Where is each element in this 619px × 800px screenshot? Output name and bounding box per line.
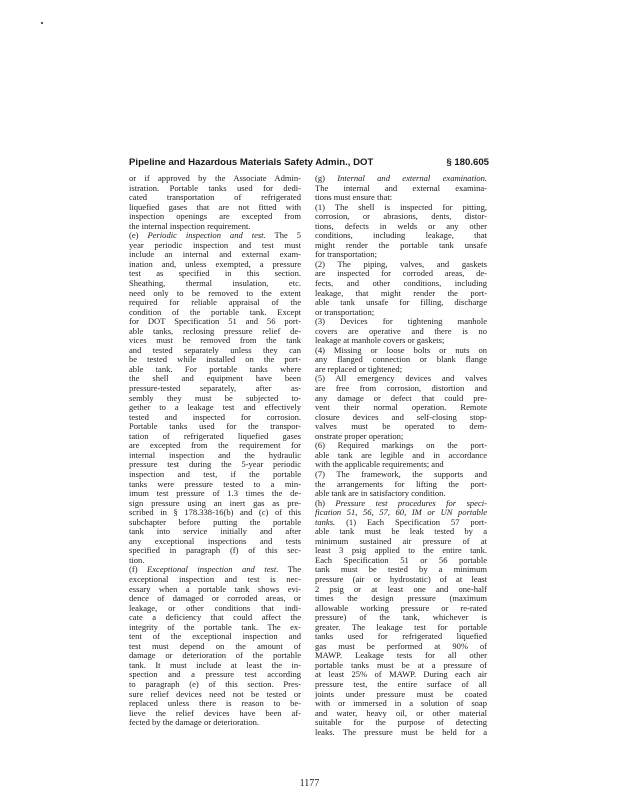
text-line: pressure test during the 5-year periodic [129,460,301,470]
text-line: with the applicable requirements; and [315,460,444,470]
text-line: suitable for the purpose of detecting [315,718,487,728]
text-line: able tank unsafe for filling, discharge [315,298,487,308]
text-line: lieve the relief devices have been af- [129,708,301,718]
text-line: pressure-tested separately, after as- [129,384,301,394]
text-line: covers are operative and there is no [315,326,487,336]
text-line: tions, defects in welds or any other [315,221,487,231]
text-line: be tested while installed on the port- [129,355,301,365]
text-line: tank must be tested by a minimum [315,565,487,575]
text-line: greater. The leakage test for portable [315,622,487,632]
text-line: are excepted from the requirement for [129,441,301,451]
text-line: able tank must be leak tested by a [315,527,487,537]
text-line: 2 psig or at least one and one-half [315,584,487,594]
scan-speck [41,22,43,24]
text-line: year periodic inspection and test must [129,240,301,250]
text-line: test must depend on the amount of [129,641,301,651]
text-line: test as specified in this section. [129,269,301,279]
text-line: (7) The framework, the supports and [315,469,487,479]
text-line: the internal inspection requirement. [129,221,251,231]
text-line: leakage at manhole covers or gaskets; [315,336,445,346]
text-line: spection and a pressure test according [129,670,301,680]
text-line: (4) Missing or loose bolts or nuts on [315,345,487,355]
running-header [129,157,489,171]
text-line: The internal and external examina- [315,183,487,193]
page-number: 1177 [299,778,320,789]
text-line: (5) All emergency devices and valves [315,374,487,384]
text-line: tion. [129,555,145,565]
text-line: are free from corrosion, distortion and [315,384,487,394]
text-line: leakage, or other conditions that indi- [129,603,301,613]
header-section-number: § 180.605 [446,157,489,168]
text-line: replaced unless there is reason to be- [129,699,301,709]
text-line: damage or deterioration of the portable [129,651,301,661]
left-text-column [129,174,301,764]
text-line: pressure (air or hydrostatic) of at least [315,574,487,584]
text-line: tank. It must include at least the in- [129,660,301,670]
text-line: gether to a leakage test and effectively [129,403,301,413]
text-line: tions must ensure that: [315,193,393,203]
text-line: MAWP. Leakage tests for all other [315,651,487,661]
text-line: Portable tanks used for the transpor- [129,422,301,432]
text-line: (6) Required markings on the port- [315,441,487,451]
text-line: tent of the exceptional inspection and [129,632,301,642]
text-line: leakage, that might render the port- [315,288,487,298]
text-line: (3) Devices for tightening manhole [315,317,487,327]
text-line: to paragraph (e) of this section. Pres- [129,679,301,689]
right-text-column [315,174,487,764]
text-line: for DOT Specification 51 and 56 port- [129,317,301,327]
text-line: pressure) of the tank, whichever is [315,613,487,623]
text-line: tanks. (1) Each Specification 57 port- [315,517,487,527]
text-line: onstrate proper operation; [315,431,404,441]
text-line: and tested separately unless they can [129,345,301,355]
text-line: allowable working pressure or re-rated [315,603,487,613]
text-line: corrosion, or abrasions, dents, distor- [315,212,487,222]
text-line: essary when a portable tank shows evi- [129,584,301,594]
text-line: cate a deficiency that could affect the [129,613,301,623]
text-line: istration. Portable tanks used for dedi- [129,183,301,193]
text-line: tation of refrigerated liquefied gases [129,431,301,441]
text-line: valves must be operated to dem- [315,422,487,432]
text-line: integrity of the portable tank. The ex- [129,622,301,632]
text-line: fication 51, 56, 57, 60, IM or UN portable [315,508,487,518]
text-line: and water, heavy oil, or other material [315,708,487,718]
text-line: able tank are legible and in accordance [315,450,487,460]
text-line: subchapter before putting the portable [129,517,301,527]
text-line: include an internal and external exam- [129,250,301,260]
text-line: (2) The piping, valves, and gaskets [315,259,487,269]
text-line: dence of damaged or corroded areas, or [129,594,301,604]
text-line: vent their normal operation. Remote [315,403,487,413]
text-line: imum test pressure of 1.3 times the de- [129,489,301,499]
text-line: vices must be removed from the tank [129,336,301,346]
text-line: any flanged connection or blank flange [315,355,487,365]
text-line: any damage or defect that could pre- [315,393,487,403]
text-line: (1) The shell is inspected for pitting, [315,202,487,212]
text-line: (g) Internal and external examination. [315,174,487,183]
text-line: sign pressure using an inert gas as pre- [129,498,301,508]
text-line: required for reliable appraisal of the [129,298,301,308]
text-line: internal inspection and the hydraulic [129,450,301,460]
text-line: specified in paragraph (f) of this sec- [129,546,301,556]
text-line: tested and inspected for corrosion. [129,412,301,422]
text-line: pressure test, the entire surface of all [315,679,487,689]
text-line: condition of the portable tank. Except [129,307,301,317]
text-line: sure relief devices need not be tested or [129,689,301,699]
text-line: joints under pressure must be coated [315,689,487,699]
text-line: Sheathing, thermal insulation, etc. [129,279,301,289]
text-line: or transportation; [315,307,375,317]
text-line: minimum sustained air pressure of at [315,536,487,546]
text-line: Each Specification 51 or 56 portable [315,555,487,565]
text-line: gas must be performed at 90% of [315,641,487,651]
text-line: need only to be removed to the extent [129,288,301,298]
text-line: fected by the damage or deterioration. [129,718,260,728]
text-line: exceptional inspection and test is nec- [129,574,301,584]
text-line: leaks. The pressure must be held for a [315,727,487,737]
text-line: for transportation; [315,250,377,260]
text-line: sembly they must be subjected to- [129,393,301,403]
text-line: times the design pressure (maximum [315,594,487,604]
text-line: (f) Exceptional inspection and test. The [129,565,301,575]
text-line: inspection openings are excepted from [129,212,301,222]
text-line: liquefied gases that are not fitted with [129,202,301,212]
text-line: cated transportation of refrigerated [129,193,301,203]
text-line: able tank are in satisfactory condition. [315,489,446,499]
text-line: ination and, unless exempted, a pressure [129,259,301,269]
text-line: portable tanks must be at a pressure of [315,660,487,670]
text-line: inspection and test, if the portable [129,469,301,479]
text-line: fects, and other conditions, including [315,279,487,289]
text-line: are replaced or tightened; [315,364,403,374]
text-line: the shell and equipment have been [129,374,301,384]
text-line: tanks used for refrigerated liquefied [315,632,487,642]
text-line: (e) Periodic inspection and test. The 5 [129,231,301,241]
text-line: any exceptional inspections and tests [129,536,301,546]
text-line: conditions, including leakage, that [315,231,487,241]
text-line: closure devices and self-closing stop- [315,412,487,422]
text-line: might render the portable tank unsafe [315,240,487,250]
text-line: tank into service initially and after [129,527,301,537]
text-line: with or immersed in a solution of soap [315,699,487,709]
text-line: or if approved by the Associate Admin- [129,174,301,183]
text-line: able tanks, reclosing pressure relief de- [129,326,301,336]
text-line: tanks were pressure tested to a min- [129,479,301,489]
text-line: at least 25% of MAWP. During each air [315,670,487,680]
header-agency-title: Pipeline and Hazardous Materials Safety Admin., DOT [129,157,374,168]
text-line: scribed in § 178.338-16(b) and (c) of this [129,508,301,518]
text-line: able tank. For portable tanks where [129,364,301,374]
text-line: the arrangements for lifting the port- [315,479,487,489]
text-line: (h) Pressure test procedures for speci- [315,498,487,508]
text-line: are inspected for corroded areas, de- [315,269,487,279]
text-line: least 3 psig applied to the entire tank. [315,546,487,556]
